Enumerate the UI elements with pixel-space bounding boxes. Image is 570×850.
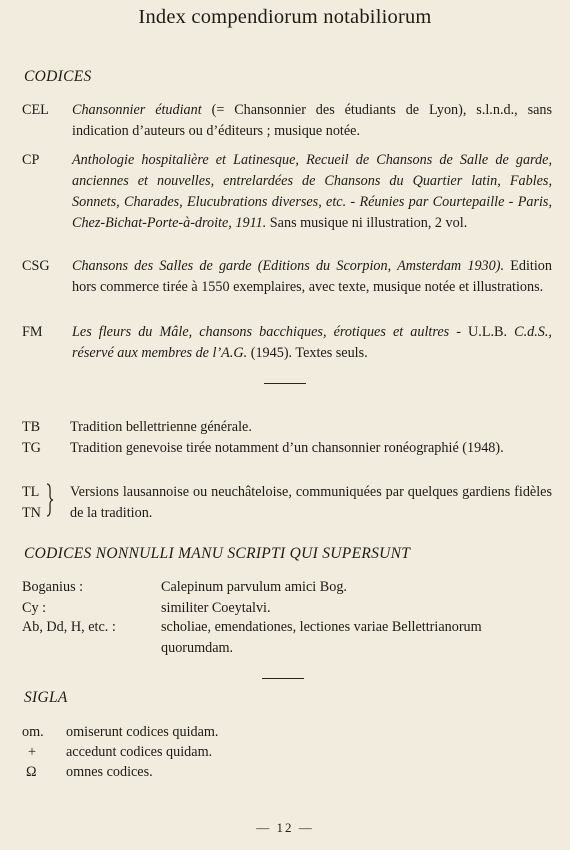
page-title: Index compendiorum notabiliorum [138, 6, 432, 28]
manuscript-key: Ab, Dd, H, etc. : [22, 619, 116, 635]
codex-entry-cel [22, 100, 552, 142]
codex-description [72, 150, 552, 234]
sigla-key: om. [22, 724, 44, 740]
codex-code: CSG [22, 258, 50, 274]
manuscript-value: similiter Coeytalvi. [161, 600, 271, 616]
manuscript-row [22, 617, 552, 659]
tradition-code: TG [22, 440, 41, 456]
sigla-row [22, 762, 322, 783]
manuscript-row [22, 577, 552, 598]
codex-entry-csg [22, 256, 552, 298]
tradition-code: TL [22, 484, 40, 500]
codex-description [72, 256, 552, 298]
codex-note: - U.L.B. [449, 324, 508, 340]
codex-title: Chansonnier étudiant [72, 102, 202, 118]
manuscripts-heading: CODICES NONNULLI MANU SCRIPTI QUI SUPERSUNT [24, 545, 411, 562]
codex-title: Les fleurs du Mâle, chansons bacchiques, érotiques et aultres [72, 324, 450, 340]
sigla-value: omiserunt codices quidam. [66, 724, 219, 740]
codex-description [72, 100, 552, 142]
codex-entry-fm [22, 322, 552, 364]
tradition-code-2: TN [22, 505, 41, 521]
sigla-key: Ω [26, 764, 37, 780]
tradition-text: Versions lausannoise ou neuchâteloise, communiquées par quelques gardiens fidèles de la tradition. [70, 484, 552, 521]
codices-heading: CODICES [24, 68, 92, 85]
manuscript-key: Boganius : [22, 579, 84, 595]
tradition-entry-tg [22, 438, 552, 459]
curly-brace-icon [45, 483, 55, 517]
tradition-entry-tl-tn [22, 482, 552, 524]
page-number: — 12 — [256, 820, 314, 835]
manuscript-row [22, 598, 552, 619]
codex-entry-cp [22, 150, 552, 234]
codex-title: Anthologie hospitalière et Latinesque, Recueil de Chansons de Salle de garde, anciennes et nouvelles, entrelardées de Chansons du Quartier latin, Fables, Sonnets, Charades, Elucubrations diverses, etc. - Réunies par Courtepaille - Paris, Chez-Bichat-Porte-à-droite, 1911. [72, 152, 552, 231]
codex-note: Sans musique ni illustration, 2 vol. [266, 215, 468, 231]
sigla-heading: SIGLA [24, 689, 68, 706]
sigla-row [22, 722, 322, 743]
sigla-value: omnes codices. [66, 764, 153, 780]
codex-code: FM [22, 324, 43, 340]
codex-note-extra: (1945). Textes seuls. [247, 345, 368, 361]
codex-code: CEL [22, 102, 49, 118]
manuscript-key: Cy : [22, 600, 47, 616]
codex-title: Chansons des Salles de garde (Editions du Scorpion, Amsterdam 1930). [72, 258, 505, 274]
tradition-code: TB [22, 419, 41, 435]
divider-rule [264, 383, 306, 384]
codex-note: (= Chansonnier des étudiants de Lyon), s.l.n.d., sans indication d’auteurs ou d’éditeurs ; musique notée. [72, 102, 553, 139]
codex-note: Edition hors commerce tirée à 1550 exemplaires, avec texte, musique notée et illustrations. [72, 258, 552, 295]
manuscript-value: scholiae, emendationes, lectiones variae Bellettrianorum quorumdam. [161, 619, 482, 656]
codex-description [72, 322, 552, 364]
sigla-row [22, 742, 322, 763]
divider-rule [262, 678, 304, 679]
tradition-entry-tb [22, 417, 552, 438]
sigla-key: + [28, 744, 37, 760]
sigla-value: accedunt codices quidam. [66, 744, 213, 760]
codex-title-extra: C.d.S., réservé aux membres de l’A.G. [72, 324, 552, 361]
tradition-text: Tradition genevoise tirée notamment d’un chansonnier ronéographié (1948). [70, 440, 504, 456]
tradition-text: Tradition bellettrienne générale. [70, 419, 252, 435]
codex-code: CP [22, 152, 40, 168]
manuscript-value: Calepinum parvulum amici Bog. [161, 579, 347, 595]
